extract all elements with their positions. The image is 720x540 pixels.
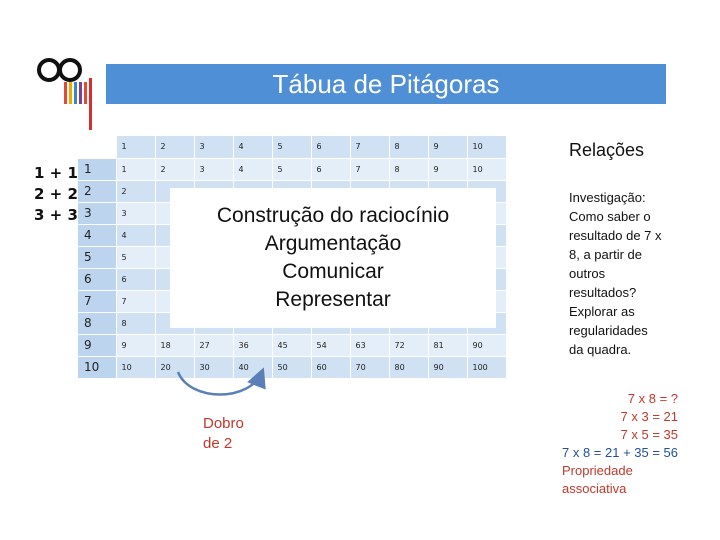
overlay-box [170,188,496,328]
calc-line: 7 x 3 = 21 [620,409,679,424]
row-header-cell: 3 [78,202,116,224]
sums-column [34,163,78,226]
calc-line: Propriedade [562,463,633,478]
table-header-cell: 3 [194,136,233,158]
invest-line: outros [569,266,606,281]
row-header-cell: 8 [78,312,116,334]
table-cell: 8 [389,158,428,180]
table-cell: 54 [311,334,350,356]
overlay-line: Construção do raciocínio [216,204,450,227]
table-cell: 63 [350,334,389,356]
table-cell: 60 [311,356,350,378]
invest-line: resultado de 7 x [569,228,662,243]
table-header-cell: 1 [116,136,155,158]
table-header-cell: 7 [350,136,389,158]
table-cell: 70 [350,356,389,378]
overlay-line: Comunicar [282,260,384,283]
row-header-cell: 4 [78,224,116,246]
table-header-cell: 8 [389,136,428,158]
sum-line: 1 + 1 [34,164,78,182]
table-cell: 3 [194,158,233,180]
table-header-cell: 5 [272,136,311,158]
invest-line: Como saber o [569,209,651,224]
table-cell: 9 [428,158,467,180]
table-cell: 10 [116,356,155,378]
calc-line: associativa [562,481,627,496]
table-header-cell: 9 [428,136,467,158]
table-row [78,334,506,356]
table-header-row [78,136,506,158]
table-cell: 40 [233,356,272,378]
calc-line: 7 x 5 = 35 [620,427,679,442]
table-cell: 5 [272,158,311,180]
table-cell: 5 [116,246,155,268]
table-cell: 2 [116,180,155,202]
table-cell: 36 [233,334,272,356]
table-cell: 2 [155,158,194,180]
invest-line: resultados? [569,285,637,300]
table-cell: 80 [389,356,428,378]
table-cell: 1 [116,158,155,180]
dobro-line: Dobro [203,415,244,432]
table-cell: 27 [194,334,233,356]
row-header-cell: 9 [78,334,116,356]
invest-line: da quadra. [569,342,632,357]
table-header-cell: 4 [233,136,272,158]
table-cell: 3 [116,202,155,224]
table-cell: 18 [155,334,194,356]
overlay-line: Representar [275,288,391,311]
relacoes-heading: Relações [569,140,645,160]
table-header-cell: 2 [155,136,194,158]
calc-line: 7 x 8 = 21 + 35 = 56 [562,445,679,460]
investigacao-text [569,188,669,359]
table-cell: 10 [467,158,506,180]
table-cell: 72 [389,334,428,356]
table-cell: 9 [116,334,155,356]
table-cell: 45 [272,334,311,356]
calculation-text [562,390,678,498]
invest-line: Investigação: [569,190,646,205]
table-cell: 20 [155,356,194,378]
table-cell: 90 [428,356,467,378]
table-cell: 6 [311,158,350,180]
table-header-cell: 10 [467,136,506,158]
sum-line: 3 + 3 [34,206,78,224]
row-header-cell: 7 [78,290,116,312]
table-header-cell: 6 [311,136,350,158]
invest-line: Explorar as [569,304,635,319]
table-cell: 7 [350,158,389,180]
row-header-cell: 6 [78,268,116,290]
row-header-cell: 5 [78,246,116,268]
table-cell: 6 [116,268,155,290]
table-cell: 4 [116,224,155,246]
table-cell: 8 [116,312,155,334]
calc-line: 7 x 8 = ? [627,391,679,406]
table-cell: 81 [428,334,467,356]
title-bar [106,64,666,104]
table-cell: 7 [116,290,155,312]
overlay-line: Argumentação [264,232,402,255]
logo-icon [36,50,98,130]
invest-line: 8, a partir de [569,247,642,262]
sum-line: 2 + 2 [34,185,78,203]
table-row [78,158,506,180]
table-cell: 30 [194,356,233,378]
table-cell: 50 [272,356,311,378]
invest-line: regularidades [569,323,648,338]
table-row [78,356,506,378]
row-header-cell: 1 [78,158,116,180]
table-cell: 4 [233,158,272,180]
dobro-line: de 2 [203,435,233,452]
table-cell: 90 [467,334,506,356]
dobro-label [203,414,244,454]
table-corner-cell [78,136,116,158]
page-title: Tábua de Pitágoras [272,68,500,99]
row-header-cell: 2 [78,180,116,202]
table-cell: 100 [467,356,506,378]
row-header-cell: 10 [78,356,116,378]
